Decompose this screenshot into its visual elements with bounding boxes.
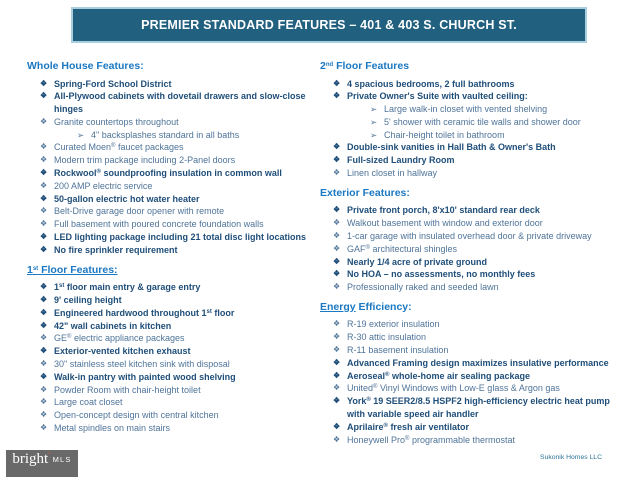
diamond-bullet-icon: ❖ [40, 193, 48, 203]
arrow-bullet-icon: ➢ [370, 116, 378, 127]
diamond-bullet-icon: ❖ [333, 434, 341, 444]
feature-item [40, 307, 319, 320]
diamond-bullet-icon: ❖ [333, 218, 341, 228]
feature-item [370, 129, 616, 142]
feature-text: Honeywell Pro® programmable thermostat [347, 434, 515, 445]
feature-item [40, 180, 319, 193]
diamond-bullet-icon: ❖ [40, 232, 48, 242]
feature-text: Exterior-vented kitchen exhaust [54, 346, 191, 357]
feature-text: Spring-Ford School District [54, 78, 172, 89]
diamond-bullet-icon: ❖ [40, 116, 48, 126]
feature-text: R-19 exterior insulation [347, 319, 440, 330]
diamond-bullet-icon: ❖ [40, 410, 48, 420]
diamond-bullet-icon: ❖ [333, 396, 341, 406]
feature-section [320, 301, 616, 446]
diamond-bullet-icon: ❖ [40, 180, 48, 190]
feature-text: 42" wall cabinets in kitchen [54, 320, 172, 331]
diamond-bullet-icon: ❖ [333, 205, 341, 215]
feature-item [40, 384, 319, 397]
feature-item [40, 205, 319, 218]
feature-text: LED lighting package including 21 total disc light locations [54, 232, 307, 243]
feature-text: 4" backsplashes standard in all baths [91, 129, 240, 140]
diamond-bullet-icon: ❖ [40, 282, 48, 292]
diamond-bullet-icon: ❖ [40, 244, 48, 254]
section-heading: Exterior Features: [320, 186, 410, 199]
feature-text: Large walk-in closet with vented shelving [384, 104, 548, 115]
feature-text: Engineered hardwood throughout 1st floor [54, 307, 235, 318]
left-column [27, 60, 319, 435]
diamond-bullet-icon: ❖ [40, 333, 48, 343]
header-bar [71, 7, 587, 43]
feature-text: Curated Moen® faucet packages [54, 142, 184, 153]
feature-item [333, 421, 616, 434]
trademark-icon: * [48, 452, 51, 458]
feature-text: No fire sprinkler requirement [54, 244, 178, 255]
section-heading: 2nd Floor Features [320, 60, 410, 72]
diamond-bullet-icon: ❖ [333, 256, 341, 266]
feature-item [40, 244, 319, 257]
feature-item [40, 294, 319, 307]
feature-item [40, 332, 319, 345]
feature-text: 1-car garage with insulated overhead door & private driveway [347, 230, 592, 241]
feature-text: 5' shower with ceramic tile walls and shower door [384, 116, 581, 127]
diamond-bullet-icon: ❖ [333, 168, 341, 178]
section-heading: Whole House Features: [27, 60, 144, 72]
feature-text: Powder Room with chair-height toilet [54, 384, 201, 395]
feature-text: Large coat closet [54, 397, 123, 408]
feature-text: Double-sink vanities in Hall Bath & Owner's Bath [347, 142, 556, 153]
feature-item [333, 230, 616, 243]
company-credit: Sukonik Homes LLC [540, 454, 602, 461]
feature-text: All-Plywood cabinets with dovetail drawers and slow-close hinges [54, 91, 306, 115]
feature-item [333, 318, 616, 331]
feature-item [40, 90, 319, 116]
feature-item [370, 103, 616, 116]
right-column [320, 60, 616, 446]
diamond-bullet-icon: ❖ [333, 230, 341, 240]
feature-text: Aeroseal® whole-home air sealing package [347, 370, 530, 381]
feature-item [333, 78, 616, 91]
feature-text: Rockwool® soundproofing insulation in common wall [54, 168, 282, 179]
section-heading: 1st Floor Features: [27, 263, 118, 276]
feature-text: 30" stainless steel kitchen sink with disposal [54, 358, 230, 369]
feature-item [40, 116, 319, 129]
brightmls-brand-text: bright [12, 451, 49, 467]
page-title: PREMIER STANDARD FEATURES – 401 & 403 S. CHURCH ST. [141, 18, 517, 32]
feature-text: 1st floor main entry & garage entry [54, 282, 201, 293]
diamond-bullet-icon: ❖ [333, 282, 341, 292]
feature-section [27, 264, 319, 435]
diamond-bullet-icon: ❖ [40, 168, 48, 178]
feature-text: York® 19 SEER2/8.5 HSPF2 high-efficiency electric heat pump with variable speed air handler [347, 396, 610, 420]
feature-item [40, 141, 319, 154]
diamond-bullet-icon: ❖ [40, 346, 48, 356]
feature-text: Nearly 1/4 acre of private ground [347, 256, 488, 267]
feature-text: Walkout basement with window and exterior door [347, 218, 543, 229]
diamond-bullet-icon: ❖ [333, 383, 341, 393]
feature-text: Modern trim package including 2-Panel doors [54, 155, 236, 166]
feature-text: Metal spindles on main stairs [54, 422, 171, 433]
feature-item [333, 395, 616, 421]
feature-item [40, 396, 319, 409]
diamond-bullet-icon: ❖ [333, 370, 341, 380]
feature-text: 50-gallon electric hot water heater [54, 193, 200, 204]
feature-text: R-30 attic insulation [347, 332, 427, 343]
diamond-bullet-icon: ❖ [40, 294, 48, 304]
diamond-bullet-icon: ❖ [333, 319, 341, 329]
feature-item [333, 370, 616, 383]
diamond-bullet-icon: ❖ [333, 155, 341, 165]
feature-item [333, 154, 616, 167]
feature-item [333, 434, 616, 447]
feature-item [40, 422, 319, 435]
diamond-bullet-icon: ❖ [333, 421, 341, 431]
brightmls-mls-text: MLS [52, 455, 72, 464]
feature-item [40, 409, 319, 422]
feature-text: GE® electric appliance packages [54, 333, 185, 344]
diamond-bullet-icon: ❖ [333, 243, 341, 253]
diamond-bullet-icon: ❖ [40, 307, 48, 317]
diamond-bullet-icon: ❖ [333, 78, 341, 88]
diamond-bullet-icon: ❖ [40, 358, 48, 368]
feature-item [40, 167, 319, 180]
diamond-bullet-icon: ❖ [40, 422, 48, 432]
diamond-bullet-icon: ❖ [40, 219, 48, 229]
feature-item [40, 358, 319, 371]
feature-text: 200 AMP electric service [54, 180, 153, 191]
feature-text: Full-sized Laundry Room [347, 155, 455, 166]
feature-item [40, 281, 319, 294]
feature-text: Walk-in pantry with painted wood shelving [54, 371, 236, 382]
feature-section [320, 60, 616, 180]
section-heading: Energy Efficiency: [320, 300, 412, 313]
feature-item [333, 204, 616, 217]
diamond-bullet-icon: ❖ [333, 332, 341, 342]
feature-text: No HOA – no assessments, no monthly fees [347, 269, 536, 280]
brightmls-logo [6, 450, 78, 477]
feature-text: Advanced Framing design maximizes insulative performance [347, 357, 609, 368]
feature-text: R-11 basement insulation [347, 345, 449, 356]
feature-item [333, 331, 616, 344]
feature-item [40, 193, 319, 206]
feature-item [333, 268, 616, 281]
feature-item [370, 116, 616, 129]
diamond-bullet-icon: ❖ [40, 320, 48, 330]
feature-text: Linen closet in hallway [347, 168, 438, 179]
feature-text: GAF® architectural shingles [347, 243, 457, 254]
feature-item [40, 78, 319, 91]
diamond-bullet-icon: ❖ [333, 269, 341, 279]
feature-text: Private front porch, 8'x10' standard rear deck [347, 205, 540, 216]
feature-text: Full basement with poured concrete foundation walls [54, 219, 264, 230]
diamond-bullet-icon: ❖ [333, 357, 341, 367]
feature-text: Granite countertops throughout [54, 116, 179, 127]
diamond-bullet-icon: ❖ [40, 155, 48, 165]
diamond-bullet-icon: ❖ [40, 371, 48, 381]
feature-section [27, 60, 319, 257]
feature-text: 4 spacious bedrooms, 2 full bathrooms [347, 78, 515, 89]
arrow-bullet-icon: ➢ [77, 129, 85, 140]
feature-section [320, 187, 616, 294]
feature-item [333, 382, 616, 395]
feature-text: 9' ceiling height [54, 294, 122, 305]
diamond-bullet-icon: ❖ [40, 142, 48, 152]
feature-item [333, 217, 616, 230]
feature-item [77, 129, 319, 142]
feature-text: Private Owner's Suite with vaulted ceiling: [347, 91, 528, 102]
feature-item [40, 218, 319, 231]
feature-item [333, 357, 616, 370]
diamond-bullet-icon: ❖ [40, 91, 48, 101]
feature-text: United® Vinyl Windows with Low-E glass & Argon gas [347, 383, 560, 394]
feature-item [333, 243, 616, 256]
feature-item [333, 167, 616, 180]
diamond-bullet-icon: ❖ [333, 91, 341, 101]
feature-item [333, 141, 616, 154]
feature-text: Belt-Drive garage door opener with remote [54, 206, 225, 217]
feature-item [40, 320, 319, 333]
feature-item [333, 90, 616, 103]
feature-item [333, 281, 616, 294]
feature-text: Open-concept design with central kitchen [54, 410, 219, 421]
diamond-bullet-icon: ❖ [40, 206, 48, 216]
feature-item [40, 345, 319, 358]
arrow-bullet-icon: ➢ [370, 104, 378, 115]
diamond-bullet-icon: ❖ [333, 345, 341, 355]
diamond-bullet-icon: ❖ [40, 78, 48, 88]
feature-item [40, 154, 319, 167]
diamond-bullet-icon: ❖ [40, 397, 48, 407]
feature-item [40, 371, 319, 384]
feature-item [333, 256, 616, 269]
feature-text: Professionally raked and seeded lawn [347, 282, 499, 293]
diamond-bullet-icon: ❖ [40, 384, 48, 394]
feature-item [40, 231, 319, 244]
feature-text: Chair-height toilet in bathroom [384, 129, 505, 140]
arrow-bullet-icon: ➢ [370, 129, 378, 140]
diamond-bullet-icon: ❖ [333, 142, 341, 152]
feature-text: Aprilaire® fresh air ventilator [347, 421, 469, 432]
feature-item [333, 344, 616, 357]
